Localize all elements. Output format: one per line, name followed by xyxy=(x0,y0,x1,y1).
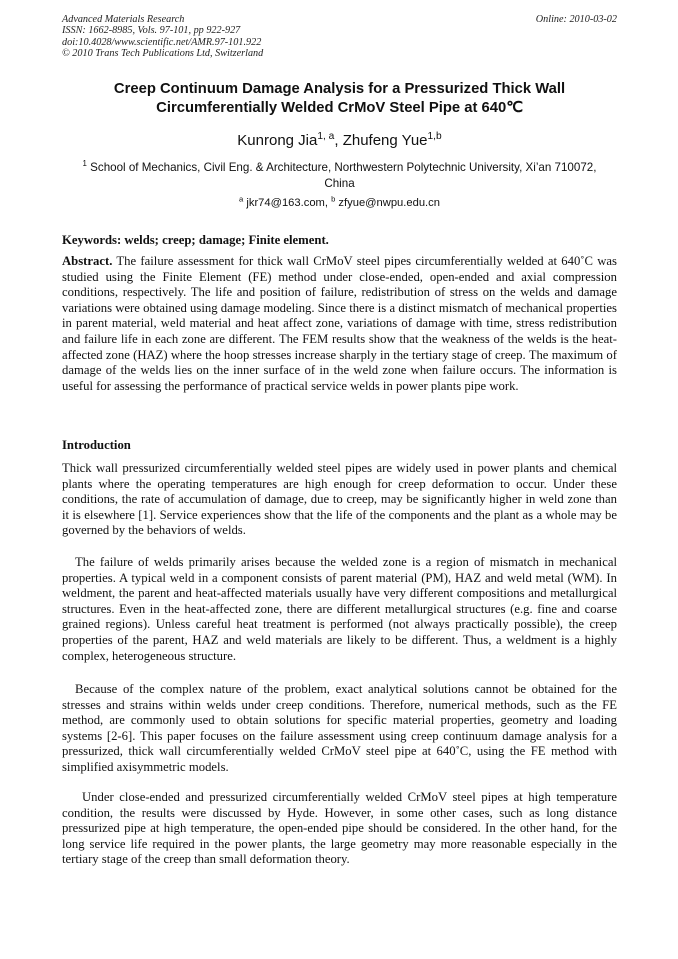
author-2: Zhufeng Yue xyxy=(342,132,428,149)
email-line xyxy=(62,196,617,210)
affiliation xyxy=(62,160,617,191)
journal-name: Advanced Materials Research xyxy=(62,14,185,25)
author-2-affil: 1,b xyxy=(427,131,442,142)
author-list xyxy=(62,132,617,150)
abstract-text: The failure assessment for thick wall CrMoV steel pipes circumferentially welded at 640˚C was studied using the Finite Element (FE) method under close-ended, open-ended and axial compression conditions, respectively. The life and position of failure, redistribution of stress on the welds and damage variations were obtained using damage modeling. Since there is a distinct mismatch of mechanical properties in parent material, weld material and heat affect zone, variations of damage with time, stress redistribution and failure life in each zone are different. The FEM results show that the weakness of the welds is the heat-affected zone (HAZ) where the hoop stresses increase sharply in the tertiary stage of creep. The maximum of damage of the welds lies on the inner surface of in the weld zone when failure occurs. The information is useful for assessing the performance of practical service welds in power plants pipe work. xyxy=(62,254,617,393)
doi-line[interactable]: doi:10.4028/www.scientific.net/AMR.97-101.922 xyxy=(62,36,262,48)
copyright-line: © 2010 Trans Tech Publications Ltd, Switzerland xyxy=(62,48,264,60)
affiliation-text: School of Mechanics, Civil Eng. & Architecture, Northwestern Polytechnic University, Xi’an 710072, xyxy=(86,161,597,174)
issn-line: ISSN: 1662-8985, Vols. 97-101, pp 922-927 xyxy=(62,25,241,37)
email-b-marker: b xyxy=(331,194,336,204)
intro-paragraph-2: The failure of welds primarily arises because the welded zone is a region of mismatch in mechanical properties. A typical weld in a component consists of parent material (PM), HAZ and weld metal (WM). In weldment, the parent and heat-affected materials usually have very different compositions and metallurgical structures. Even in the heat-affected zone, there are different metallurgical structures (e.g. fine and coarse grained regions). Unless careful heat treatment is performed (not always practically possible), the creep properties of the parent, HAZ and weld materials are likely to be different. Thus, a weldment is a highly complex, heterogeneous structure. xyxy=(62,555,617,663)
author-separator: , xyxy=(334,132,343,149)
email-a[interactable]: jkr74@163.com, xyxy=(243,197,332,209)
introduction-heading: Introduction xyxy=(62,438,131,452)
abstract-label: Abstract. xyxy=(62,254,113,268)
intro-paragraph-3: Because of the complex nature of the problem, exact analytical solutions cannot be obtained for the stresses and strains within welds under creep conditions. Therefore, numerical methods, such as the FE method, are commonly used to obtain solutions for specific material properties, geometry and loading systems [2-6]. This paper focuses on the failure assessment using creep continuum damage analysis for a pressurized, thick wall circumferentially welded CrMoV steel pipe at 640˚C, using the FE method with simplified axisymmetric models. xyxy=(62,682,617,774)
journal-header xyxy=(62,14,617,60)
email-b[interactable]: zfyue@nwpu.edu.cn xyxy=(335,197,440,209)
affiliation-country: China xyxy=(324,176,355,190)
author-1-affil: 1, a xyxy=(317,131,335,142)
keywords: Keywords: welds; creep; damage; Finite element. xyxy=(62,233,329,247)
title-line-1: Creep Continuum Damage Analysis for a Pressurized Thick Wall xyxy=(113,81,566,97)
intro-paragraph-4: Under close-ended and pressurized circumferentially welded CrMoV steel pipes at high temperature condition, the results were discussed by Hyde. However, in some other cases, such as long distance pressurized pipe at high temperature, the open-ended pipe should be considered. In the other hand, for the long service life required in the power plants, the large geometry may more reasonable especially in the tertiary stage of the creep than small deformation theory. xyxy=(62,790,617,867)
author-1: Kunrong Jia xyxy=(237,132,318,149)
abstract xyxy=(62,254,617,394)
online-date: Online: 2010-03-02 xyxy=(535,14,617,25)
intro-paragraph-1: Thick wall pressurized circumferentially welded steel pipes are widely used in power plants and chemical plants where the operating temperatures are high enough for creep deformation to occur. Under these conditions, the rate of accumulation of damage, due to creep, may be significantly higher in weld zone than it is elsewhere [1]. Service experiences show that the life of the components and the plant as a whole may be governed by the behaviors of welds. xyxy=(62,461,617,538)
paper-title xyxy=(62,80,617,118)
title-line-2: Circumferentially Welded CrMoV Steel Pipe at 640℃ xyxy=(156,100,523,116)
affiliation-marker: 1 xyxy=(82,159,87,169)
email-a-marker: a xyxy=(239,194,244,204)
